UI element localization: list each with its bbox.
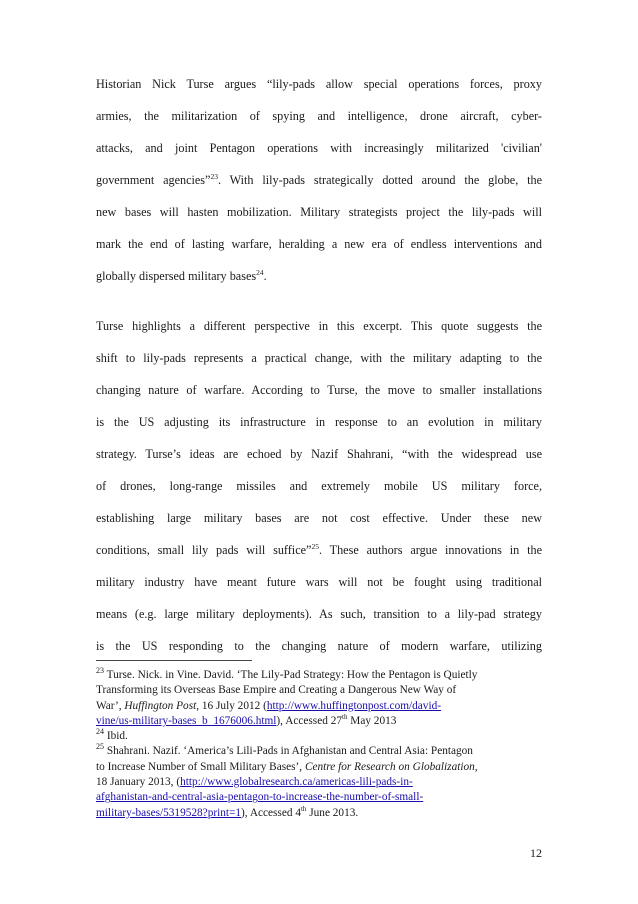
ordinal-suffix: th — [300, 804, 307, 813]
text-line: strategy. Turse’s ideas are echoed by Nazif Shahrani, “with the widespread use — [96, 447, 542, 461]
text-line: of drones, long-range missiles and extremely mobile US military force, — [96, 479, 542, 493]
text-line: is the US adjusting its infrastructure in response to an evolution in military — [96, 415, 542, 429]
text-line — [96, 164, 542, 196]
footnote-link[interactable]: military-bases/5319528?print=1 — [96, 806, 242, 819]
line-text: . These authors argue innovations in the — [318, 543, 542, 557]
footnote-text: Ibid. — [106, 730, 128, 743]
footnote-number: 23 — [96, 666, 104, 676]
footnote-text: Turse. Nick. in Vine. David. ‘The Lily-Pad Strategy: How the Pentagon is Quietly — [106, 669, 478, 681]
footnotes — [96, 668, 542, 821]
footnote-text: ), Accessed 27 — [276, 714, 342, 727]
page-number: 12 — [530, 846, 542, 860]
line-text: globally dispersed military bases — [96, 269, 257, 283]
footnote-text: War’, — [96, 699, 125, 712]
footnote-text: ), Accessed 4 — [241, 806, 301, 819]
text-line — [96, 534, 542, 566]
footnote-25 — [96, 744, 542, 820]
line-text: conditions, small lily pads will suffice” — [96, 543, 312, 557]
line-text: . — [263, 269, 267, 283]
publication-title: Huffington Post — [124, 699, 197, 712]
footnote-text: Shahrani. Nazif. ‘America’s Lili-Pads in Afghanistan and Central Asia: Pentagon — [106, 745, 473, 758]
body-paragraph-2 — [96, 310, 542, 662]
line-text: government agencies” — [96, 173, 211, 187]
publication-title: Centre for Research on Globalization, — [304, 760, 478, 773]
text-line: mark the end of lasting warfare, heralding a new era of endless interventions and — [96, 237, 542, 251]
footnote-text: May 2013 — [347, 714, 397, 727]
text-line: attacks, and joint Pentagon operations with increasingly militarized 'civilian' — [96, 141, 542, 155]
text-line: Historian Nick Turse argues “lily-pads allow special operations forces, proxy — [96, 77, 542, 91]
footnote-ref-23[interactable]: 23 — [210, 171, 218, 181]
footnote-ref-25[interactable]: 25 — [311, 541, 319, 551]
text-line: military industry have meant future wars will not be fought using traditional — [96, 575, 542, 589]
line-text: . With lily-pads strategically dotted around the globe, the — [217, 173, 543, 187]
footnote-number: 24 — [96, 727, 104, 737]
footnote-text: Transforming its Overseas Base Empire and Creating a Dangerous New Way of — [96, 684, 457, 697]
text-line: new bases will hasten mobilization. Military strategists project the lily-pads will — [96, 205, 542, 219]
footnote-text: , 16 July 2012 ( — [196, 699, 267, 712]
footnote-separator — [96, 660, 252, 661]
footnote-number: 25 — [96, 742, 104, 752]
footnote-link[interactable]: vine/us-military-bases_b_1676006.html — [96, 714, 277, 727]
body-paragraph-1 — [96, 68, 542, 292]
footnote-link[interactable]: http://www.huffingtonpost.com/david- — [266, 699, 442, 712]
text-line: Turse highlights a different perspective in this excerpt. This quote suggests the — [96, 319, 542, 333]
footnote-text: 18 January 2013, ( — [96, 776, 181, 789]
footnote-ref-24[interactable]: 24 — [256, 267, 264, 277]
text-line: shift to lily-pads represents a practical change, with the military adapting to the — [96, 351, 542, 365]
text-line — [96, 260, 542, 292]
text-line: changing nature of warfare. According to Turse, the move to smaller installations — [96, 383, 542, 397]
footnote-24 — [96, 729, 542, 744]
footnote-link[interactable]: http://www.globalresearch.ca/americas-lili-pads-in- — [180, 776, 413, 789]
ordinal-suffix: th — [342, 713, 348, 722]
text-line: means (e.g. large military deployments). As such, transition to a lily-pad strategy — [96, 607, 542, 621]
text-line: establishing large military bases are not cost effective. Under these new — [96, 511, 542, 525]
text-line: is the US responding to the changing nature of modern warfare, utilizing — [96, 639, 542, 653]
text-line: armies, the militarization of spying and intelligence, drone aircraft, cyber- — [96, 109, 542, 123]
footnote-link[interactable]: afghanistan-and-central-asia-pentagon-to-increase-the-number-of-small- — [96, 791, 424, 804]
footnote-text: June 2013. — [306, 806, 359, 819]
footnote-text: to Increase Number of Small Military Bases’, — [96, 760, 305, 773]
footnote-23 — [96, 668, 542, 729]
